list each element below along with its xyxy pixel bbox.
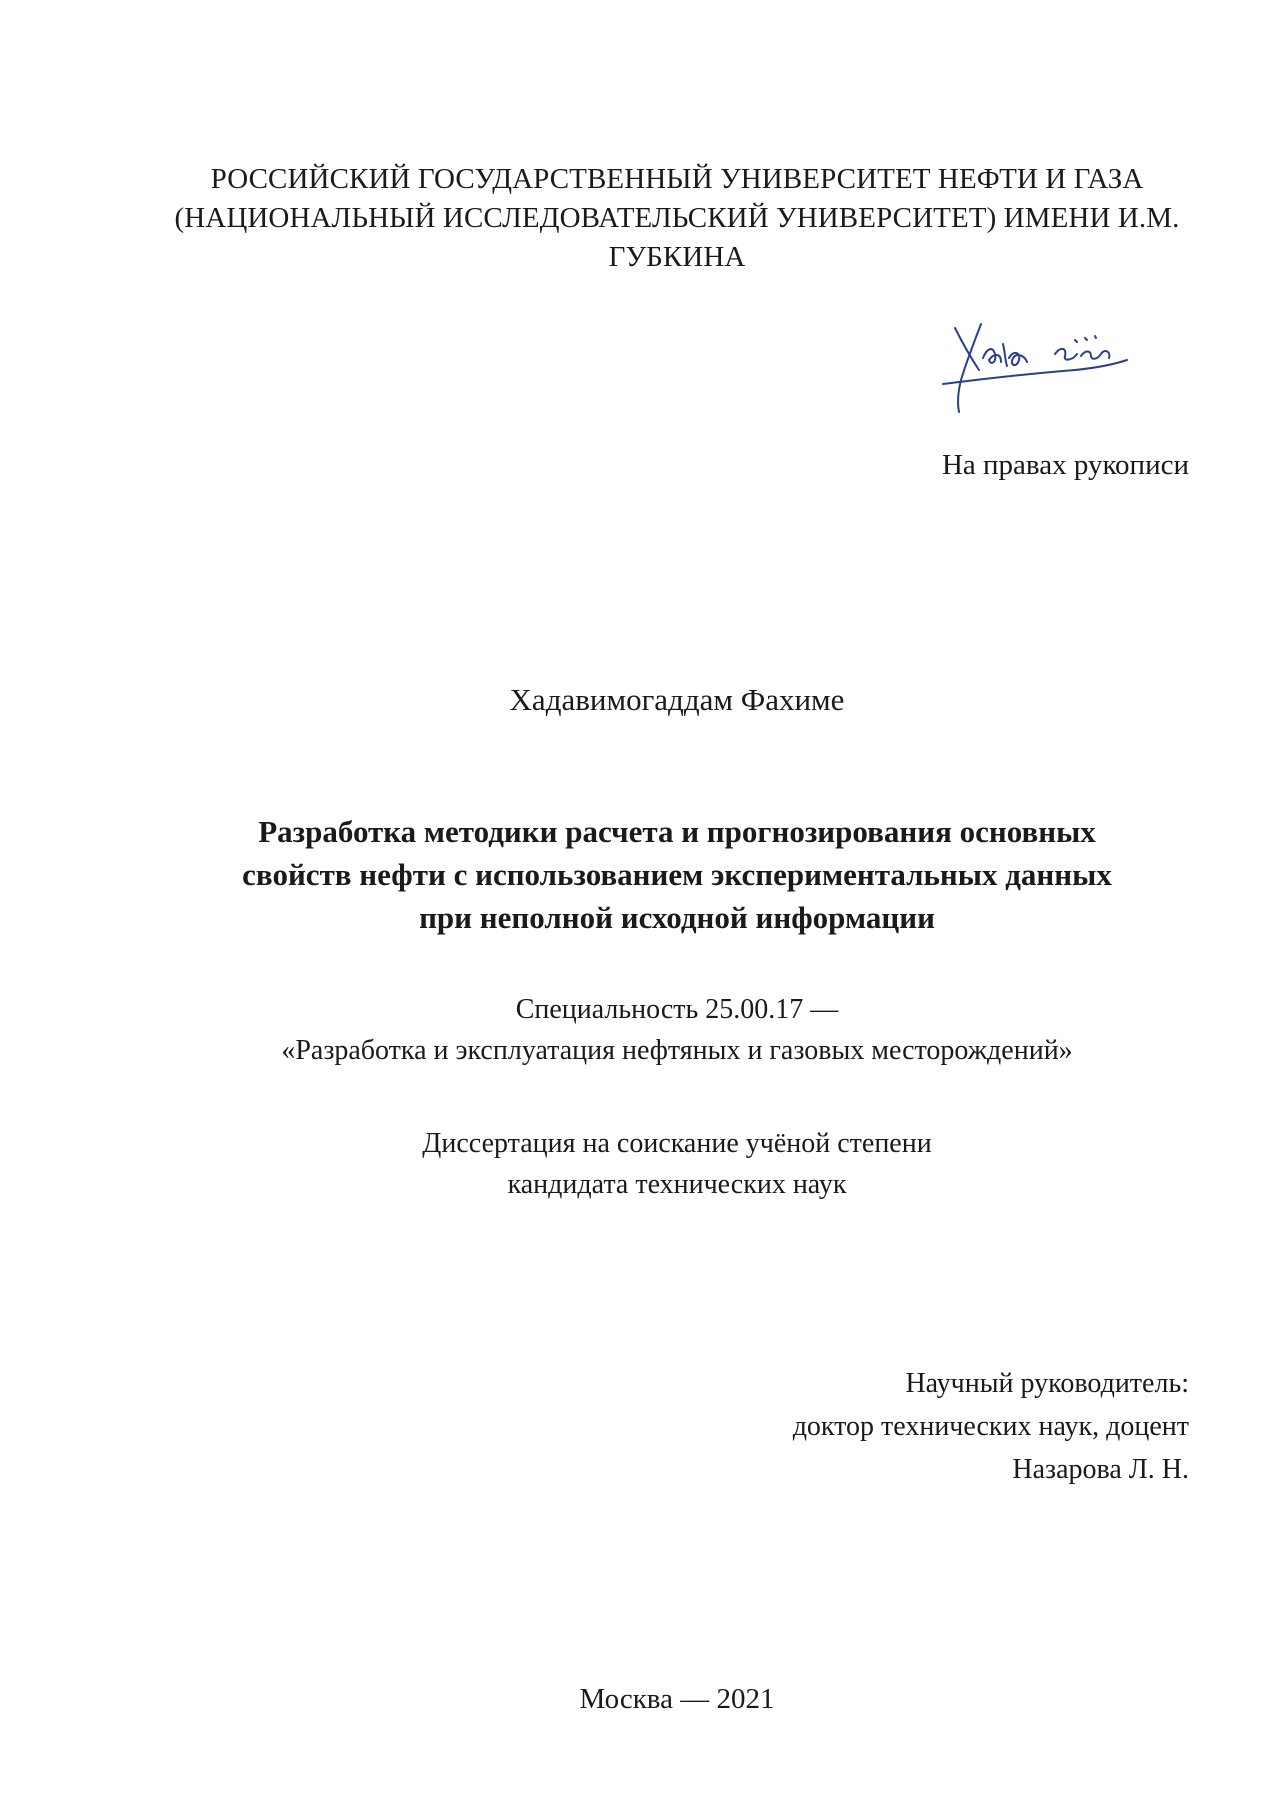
university-line-1: РОССИЙСКИЙ ГОСУДАРСТВЕННЫЙ УНИВЕРСИТЕТ НЕФТИ И ГАЗА [210, 163, 1144, 195]
supervisor-name: Назарова Л. Н. [1012, 1454, 1189, 1485]
title-line-1: Разработка методики расчета и прогнозирования основных [258, 814, 1096, 849]
supervisor-label: Научный руководитель: [905, 1368, 1189, 1399]
university-line-2: (НАЦИОНАЛЬНЫЙ ИССЛЕДОВАТЕЛЬСКИЙ УНИВЕРСИТЕТ) ИМЕНИ И.М. [174, 202, 1180, 234]
university-line-3: ГУБКИНА [608, 241, 746, 273]
supervisor-rank: доктор технических наук, доцент [792, 1411, 1189, 1442]
title-line-3: при неполной исходной информации [419, 900, 935, 935]
specialty-name: «Разработка и эксплуатация нефтяных и газовых месторождений» [281, 1035, 1073, 1066]
specialty [40, 989, 1274, 1071]
dissertation-title [40, 810, 1274, 939]
title-line-2: свойств нефти с использованием экспериментальных данных [242, 857, 1112, 892]
degree-statement [40, 1123, 1274, 1205]
specialty-code: Специальность 25.00.17 — [515, 994, 839, 1025]
degree-line-1: Диссертация на соискание учёной степени [422, 1128, 932, 1159]
author-name: Хадавимогаддам Фахиме [509, 682, 845, 717]
degree-line-2: кандидата технических наук [507, 1169, 847, 1200]
city-year: Москва — 2021 [579, 1683, 775, 1715]
university-header [40, 160, 1274, 277]
manuscript-note: На правах рукописи [941, 449, 1189, 481]
handwritten-signature [935, 300, 1135, 430]
supervisor-block [793, 1362, 1189, 1491]
